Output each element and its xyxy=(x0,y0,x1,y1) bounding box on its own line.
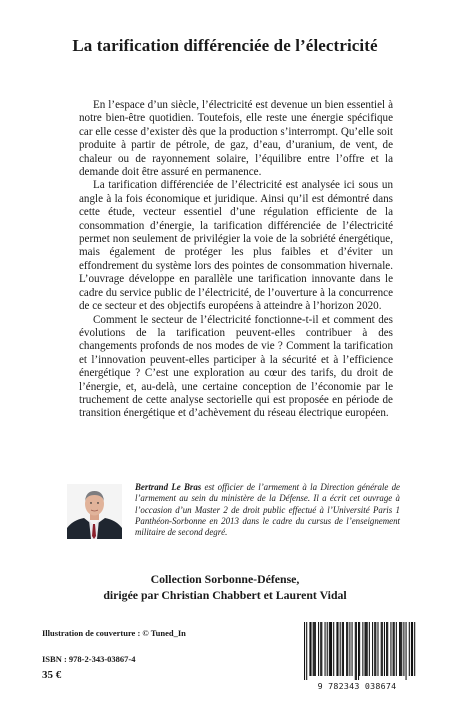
barcode-bar xyxy=(310,622,311,676)
barcode-bar xyxy=(314,622,315,676)
barcode-bar xyxy=(320,622,321,676)
barcode-bar xyxy=(309,622,310,676)
author-bio xyxy=(135,482,400,538)
barcode-bar xyxy=(331,622,332,676)
barcode-bar xyxy=(411,622,412,676)
barcode-bar xyxy=(304,622,305,680)
barcode-bar xyxy=(352,622,353,676)
barcode-bar xyxy=(359,622,360,676)
barcode-bar xyxy=(377,622,378,676)
price: 35 € xyxy=(42,669,62,681)
barcode-bar xyxy=(372,622,373,676)
barcode xyxy=(298,620,416,680)
summary-paragraph-3: Comment le secteur de l’électricité fonctionne-t-il et comment des évolutions de la tarification peuvent-elles contribuer à des changements profonds de nos modes de vie ? Comment la tarification et l’innovation peuvent-elles participer à la sécurité et à l’efficience énergétique ? C’est une exploration au cœur des tarifs, du droit de l’énergie, et, au-delà, une certaine conception de l’économie par le truchement de cette analyse sectorielle qui est proposée en période de transition énergétique et d’achèvement du réseau électrique européen. xyxy=(79,313,393,420)
barcode-bar xyxy=(400,622,401,676)
barcode-bar xyxy=(382,622,383,676)
barcode-bar xyxy=(315,622,316,676)
barcode-bar xyxy=(396,622,397,676)
barcode-bar xyxy=(384,622,385,676)
barcode-bar xyxy=(355,622,356,680)
author-portrait-image xyxy=(67,484,122,539)
barcode-bar xyxy=(318,622,319,676)
barcode-bar xyxy=(346,622,347,676)
barcode-bar xyxy=(358,622,359,680)
barcode-bar xyxy=(347,622,348,676)
barcode-bar xyxy=(329,622,330,676)
barcode-bar xyxy=(313,622,314,676)
barcode-bar xyxy=(343,622,344,676)
barcode-bar xyxy=(375,622,376,676)
illustration-credit: Illustration de couverture : © Tuned_In xyxy=(42,628,186,638)
isbn: ISBN : 978-2-343-03867-4 xyxy=(42,654,136,664)
barcode-bar xyxy=(369,622,370,676)
barcode-bar xyxy=(401,622,402,676)
barcode-bar xyxy=(337,622,338,676)
author-bio-text: est officier de l’armement à la Direction générale de l’armement au sein du ministère de la Défense. Il a écrit cet ouvrage à l’occasion d’un Master 2 de droit public effectué à l’Université Paris 1 Panthéon-Sorbonne en 2013 dans le cadre du cursus de l’enseignement militaire de second degré. xyxy=(135,482,400,538)
barcode-bar xyxy=(349,622,350,676)
barcode-bar xyxy=(406,622,407,680)
barcode-bar xyxy=(366,622,367,676)
barcode-bar xyxy=(364,622,365,676)
barcode-bar xyxy=(356,622,357,680)
barcode-bar xyxy=(321,622,322,676)
barcode-bar xyxy=(394,622,395,676)
barcode-bar xyxy=(381,622,382,676)
barcode-bar xyxy=(403,622,404,676)
collection-name: Collection Sorbonne-Défense, xyxy=(150,572,300,586)
barcode-bar xyxy=(414,622,415,676)
barcode-bar xyxy=(409,622,410,676)
barcode-digits: 9 782343 038674 xyxy=(317,681,397,691)
collection-directors: dirigée par Christian Chabbert et Laurent Vidal xyxy=(103,588,347,602)
barcode-bar xyxy=(387,622,388,676)
barcode-bar xyxy=(367,622,368,676)
book-title: La tarification différenciée de l’électricité xyxy=(72,36,378,55)
summary-paragraph-1: En l’espace d’un siècle, l’électricité est devenue un bien essentiel à notre bien-être quotidien. Toutefois, elle reste une énergie spécifique car elle cesse d’exister dès que la production s’interrompt. Qu’elle soit produite à partir de pétrole, de gaz, d’eau, d’uranium, de vent, de chaleur ou de rayonnement solaire, l’équilibre entre l’offre et la demande doit être assuré en permanence. xyxy=(79,99,393,179)
barcode-bar xyxy=(325,622,326,676)
barcode-bar xyxy=(306,622,307,680)
barcode-bar xyxy=(330,622,331,676)
collection-info xyxy=(0,571,450,603)
barcode-bar xyxy=(393,622,394,676)
barcode-bar xyxy=(362,622,363,676)
barcode-bar xyxy=(374,622,375,676)
summary-paragraph-2: La tarification différenciée de l’électricité est analysée ici sous un angle à la fois économique et juridique. Ainsi qu’il est démontré dans cette étude, vecteur essentiel d’une régulation efficiente de la consommation d’énergie, la tarification différenciée de l’électricité permet non seulement de privilégier la voie de la sobriété énergétique, mais également de protéger les plus faibles et d’éviter un effondrement du système lors des pointes de consommation hivernale. L’ouvrage développe en parallèle une tarification innovante dans le cadre du service public de l’électricité, de l’ouverture à la concurrence de ce secteur et des objectifs européens à atteindre à l’horizon 2020. xyxy=(79,179,393,313)
barcode-bar xyxy=(399,622,400,676)
barcode-bar xyxy=(336,622,337,676)
barcode-bar xyxy=(412,622,413,676)
back-cover-summary xyxy=(79,99,393,421)
author-photo xyxy=(67,484,122,539)
author-name: Bertrand Le Bras xyxy=(135,482,202,492)
barcode-bar xyxy=(342,622,343,676)
barcode-bar xyxy=(340,622,341,676)
barcode-bar xyxy=(327,622,328,676)
barcode-bar xyxy=(390,622,391,676)
barcode-bars-icon xyxy=(298,620,416,680)
barcode-bar xyxy=(386,622,387,676)
barcode-bar xyxy=(333,622,334,676)
